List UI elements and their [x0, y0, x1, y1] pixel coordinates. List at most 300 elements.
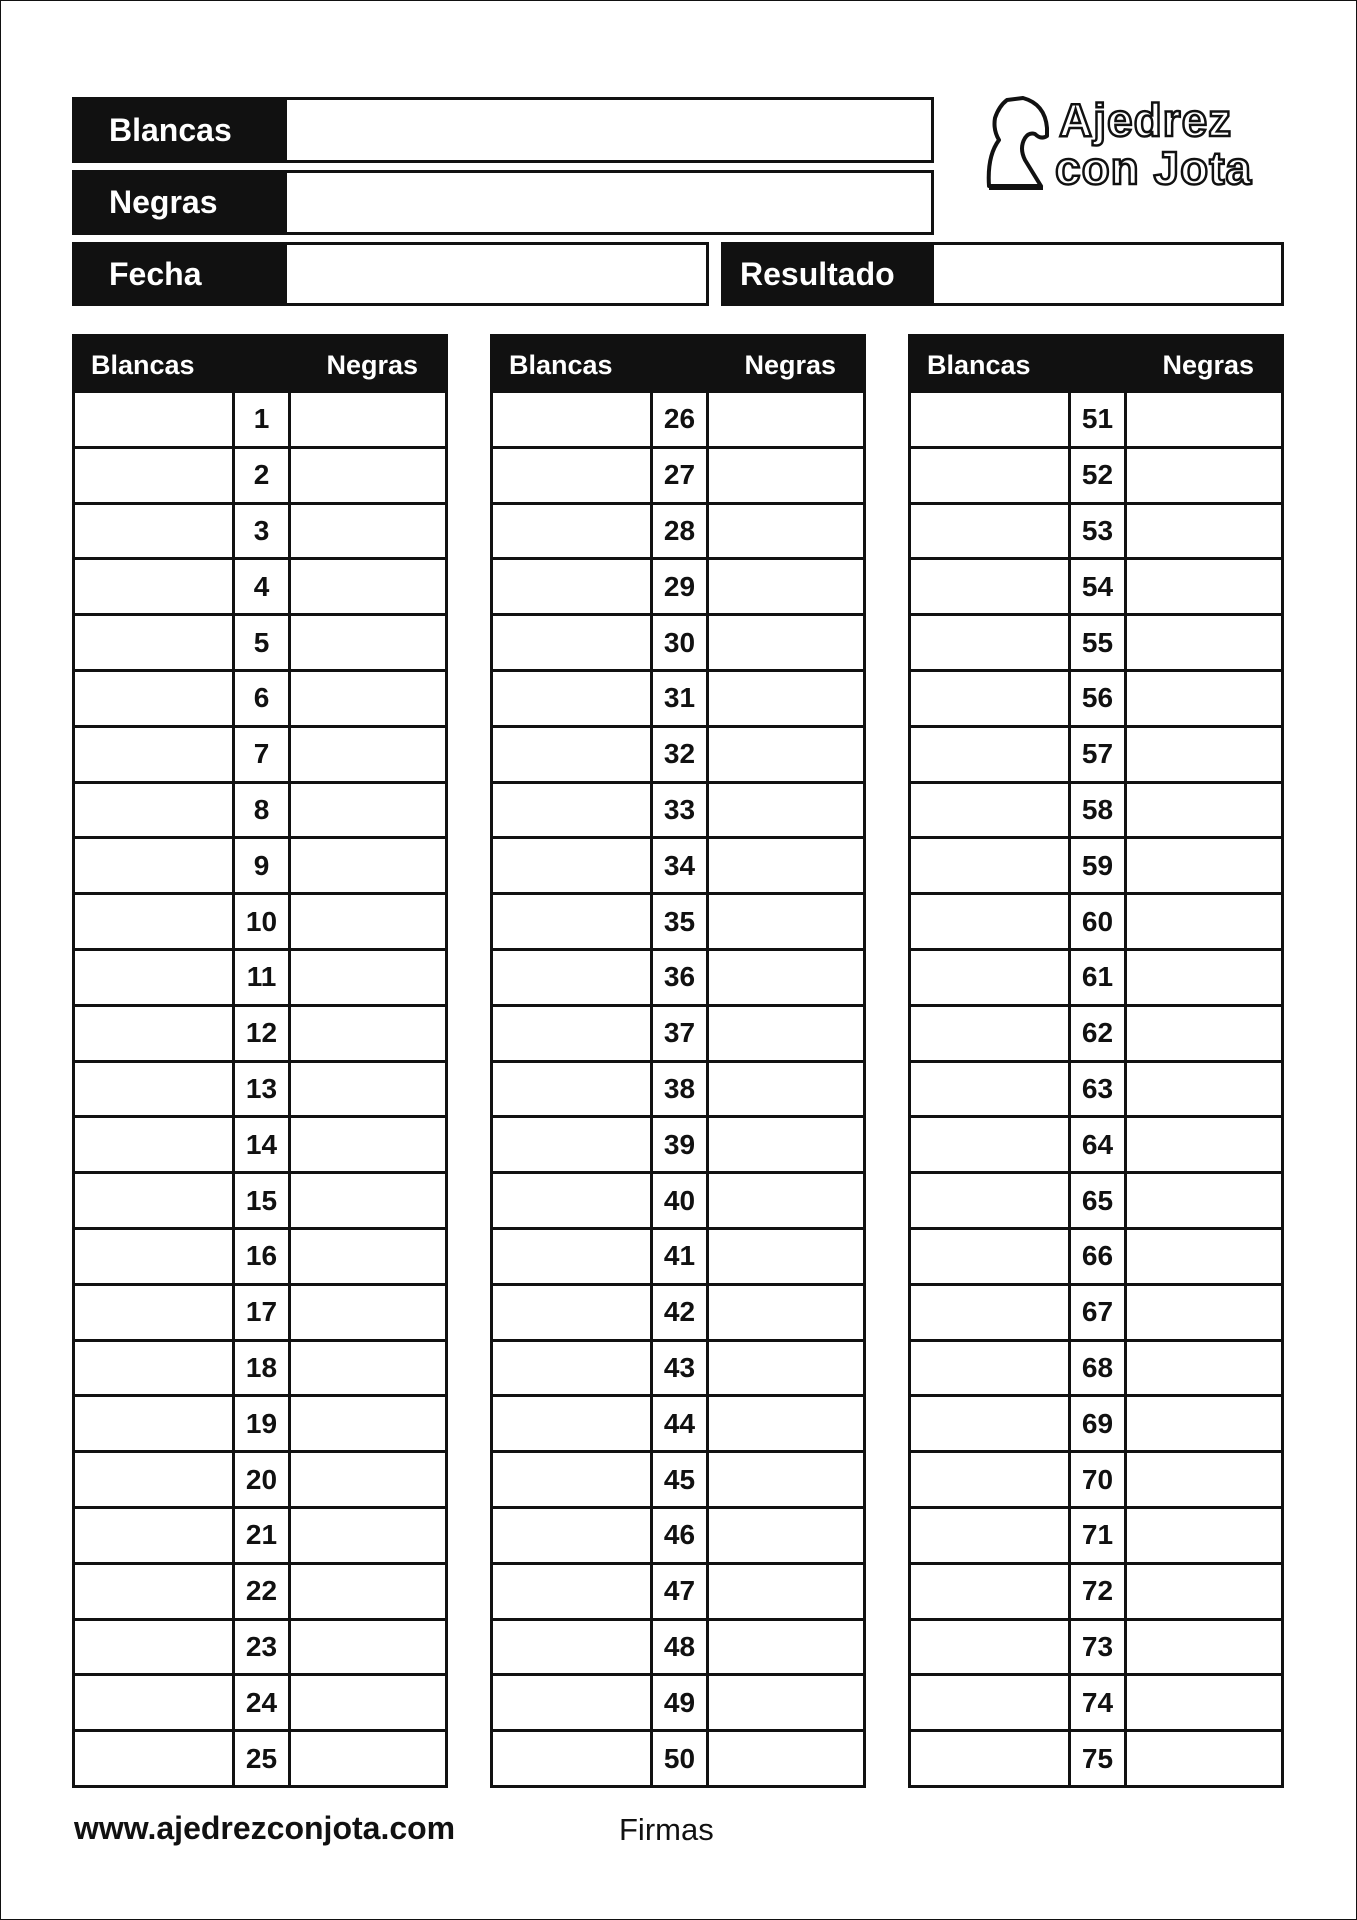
- move-number: 73: [1071, 1621, 1127, 1674]
- white-player-input[interactable]: [287, 100, 931, 160]
- black-move-cell[interactable]: [1127, 672, 1281, 725]
- black-move-cell[interactable]: [1127, 1118, 1281, 1171]
- white-move-cell[interactable]: [493, 505, 653, 558]
- move-row: [493, 1676, 863, 1732]
- move-number: 75: [1071, 1732, 1127, 1785]
- moves-table-header: [493, 337, 863, 393]
- move-row: [493, 1342, 863, 1398]
- black-move-cell[interactable]: [291, 951, 445, 1004]
- white-move-cell[interactable]: [75, 672, 235, 725]
- white-move-cell[interactable]: [75, 1453, 235, 1506]
- white-move-cell[interactable]: [493, 560, 653, 613]
- move-number: 72: [1071, 1565, 1127, 1618]
- white-move-cell[interactable]: [493, 1676, 653, 1729]
- move-row: [75, 1342, 445, 1398]
- move-number: 61: [1071, 951, 1127, 1004]
- black-move-cell[interactable]: [709, 672, 863, 725]
- move-row: [911, 505, 1281, 561]
- move-number: 8: [235, 784, 291, 837]
- move-row: [493, 784, 863, 840]
- black-move-cell[interactable]: [1127, 1007, 1281, 1060]
- move-row: [75, 728, 445, 784]
- black-move-cell[interactable]: [1127, 1397, 1281, 1450]
- white-move-cell[interactable]: [75, 560, 235, 613]
- move-number: 45: [653, 1453, 709, 1506]
- white-player-label: Blancas: [75, 100, 287, 160]
- move-row: [75, 393, 445, 449]
- black-move-cell[interactable]: [291, 1063, 445, 1116]
- move-row: [911, 784, 1281, 840]
- move-row: [911, 1453, 1281, 1509]
- black-move-cell[interactable]: [1127, 1342, 1281, 1395]
- move-row: [75, 616, 445, 672]
- white-move-cell[interactable]: [493, 951, 653, 1004]
- date-field: [72, 242, 709, 306]
- move-number: 41: [653, 1230, 709, 1283]
- white-move-cell[interactable]: [911, 784, 1071, 837]
- white-move-cell[interactable]: [493, 672, 653, 725]
- white-move-cell[interactable]: [493, 1286, 653, 1339]
- black-move-cell[interactable]: [709, 1509, 863, 1562]
- move-number: 23: [235, 1621, 291, 1674]
- white-move-cell[interactable]: [493, 1732, 653, 1785]
- move-number: 7: [235, 728, 291, 781]
- move-row: [493, 616, 863, 672]
- move-row: [75, 1732, 445, 1788]
- move-row: [493, 1732, 863, 1788]
- result-label: Resultado: [724, 245, 934, 303]
- white-move-cell[interactable]: [911, 1509, 1071, 1562]
- white-move-cell[interactable]: [75, 1342, 235, 1395]
- move-number: 74: [1071, 1676, 1127, 1729]
- moves-table-1: [72, 334, 448, 1788]
- move-number: 33: [653, 784, 709, 837]
- move-row: [493, 1621, 863, 1677]
- white-move-cell[interactable]: [75, 1063, 235, 1116]
- white-move-cell[interactable]: [911, 1565, 1071, 1618]
- black-move-cell[interactable]: [709, 784, 863, 837]
- black-move-cell[interactable]: [291, 1565, 445, 1618]
- white-move-cell[interactable]: [911, 505, 1071, 558]
- move-row: [493, 895, 863, 951]
- black-move-cell[interactable]: [291, 728, 445, 781]
- black-move-cell[interactable]: [709, 505, 863, 558]
- move-number: 19: [235, 1397, 291, 1450]
- logo-line-2: con Jota: [1055, 142, 1253, 194]
- move-row: [911, 616, 1281, 672]
- white-move-cell[interactable]: [493, 1174, 653, 1227]
- move-row: [75, 1174, 445, 1230]
- signatures-label: Firmas: [619, 1812, 714, 1847]
- black-player-input[interactable]: [287, 173, 931, 232]
- black-move-cell[interactable]: [291, 1007, 445, 1060]
- white-move-cell[interactable]: [493, 1342, 653, 1395]
- move-number: 57: [1071, 728, 1127, 781]
- black-player-label: Negras: [75, 173, 287, 232]
- white-move-cell[interactable]: [493, 839, 653, 892]
- white-move-cell[interactable]: [911, 1007, 1071, 1060]
- move-number: 48: [653, 1621, 709, 1674]
- black-move-cell[interactable]: [709, 449, 863, 502]
- white-move-cell[interactable]: [75, 784, 235, 837]
- black-move-cell[interactable]: [1127, 1732, 1281, 1785]
- white-move-cell[interactable]: [75, 1565, 235, 1618]
- black-move-cell[interactable]: [291, 1230, 445, 1283]
- result-input[interactable]: [934, 245, 1281, 303]
- moves-table-3: [908, 334, 1284, 1788]
- white-move-cell[interactable]: [75, 728, 235, 781]
- black-move-cell[interactable]: [1127, 839, 1281, 892]
- move-number: 67: [1071, 1286, 1127, 1339]
- move-number: 39: [653, 1118, 709, 1171]
- white-move-cell[interactable]: [493, 1621, 653, 1674]
- moves-table-header: [911, 337, 1281, 393]
- white-move-cell[interactable]: [493, 1565, 653, 1618]
- move-row: [911, 728, 1281, 784]
- black-move-cell[interactable]: [291, 505, 445, 558]
- move-number: 42: [653, 1286, 709, 1339]
- white-move-cell[interactable]: [75, 895, 235, 948]
- white-move-cell[interactable]: [911, 1174, 1071, 1227]
- white-move-cell[interactable]: [911, 616, 1071, 669]
- logo-text: [1055, 96, 1252, 192]
- move-number: 30: [653, 616, 709, 669]
- move-number: 25: [235, 1732, 291, 1785]
- move-number: 49: [653, 1676, 709, 1729]
- white-move-cell[interactable]: [911, 728, 1071, 781]
- move-number: 17: [235, 1286, 291, 1339]
- black-move-cell[interactable]: [291, 1732, 445, 1785]
- white-move-cell[interactable]: [75, 1732, 235, 1785]
- move-row: [75, 1676, 445, 1732]
- move-row: [75, 1063, 445, 1119]
- white-move-cell[interactable]: [493, 393, 653, 446]
- white-move-cell[interactable]: [911, 560, 1071, 613]
- black-move-cell[interactable]: [709, 1732, 863, 1785]
- move-row: [911, 839, 1281, 895]
- move-number: 27: [653, 449, 709, 502]
- move-number: 35: [653, 895, 709, 948]
- move-number: 28: [653, 505, 709, 558]
- move-row: [911, 1509, 1281, 1565]
- white-move-cell[interactable]: [911, 1063, 1071, 1116]
- move-row: [493, 672, 863, 728]
- move-number: 13: [235, 1063, 291, 1116]
- move-row: [911, 672, 1281, 728]
- move-row: [911, 1230, 1281, 1286]
- black-move-cell[interactable]: [1127, 449, 1281, 502]
- black-move-cell[interactable]: [709, 1565, 863, 1618]
- move-number: 20: [235, 1453, 291, 1506]
- black-move-cell[interactable]: [1127, 784, 1281, 837]
- black-player-field: [72, 170, 934, 235]
- black-move-cell[interactable]: [709, 1286, 863, 1339]
- black-move-cell[interactable]: [291, 1286, 445, 1339]
- white-move-cell[interactable]: [493, 616, 653, 669]
- move-number: 65: [1071, 1174, 1127, 1227]
- move-row: [493, 505, 863, 561]
- move-number: 64: [1071, 1118, 1127, 1171]
- move-number: 52: [1071, 449, 1127, 502]
- black-move-cell[interactable]: [709, 1007, 863, 1060]
- move-number: 16: [235, 1230, 291, 1283]
- white-move-cell[interactable]: [75, 449, 235, 502]
- white-move-cell[interactable]: [75, 393, 235, 446]
- move-row: [911, 1342, 1281, 1398]
- move-number: 51: [1071, 393, 1127, 446]
- white-move-cell[interactable]: [911, 1118, 1071, 1171]
- black-move-cell[interactable]: [1127, 1174, 1281, 1227]
- move-number: 56: [1071, 672, 1127, 725]
- black-move-cell[interactable]: [1127, 1230, 1281, 1283]
- black-move-cell[interactable]: [709, 1063, 863, 1116]
- white-move-cell[interactable]: [493, 1063, 653, 1116]
- black-move-cell[interactable]: [291, 1397, 445, 1450]
- black-move-cell[interactable]: [709, 560, 863, 613]
- black-move-cell[interactable]: [291, 784, 445, 837]
- move-row: [75, 839, 445, 895]
- black-move-cell[interactable]: [291, 616, 445, 669]
- white-move-cell[interactable]: [493, 449, 653, 502]
- black-move-cell[interactable]: [291, 1118, 445, 1171]
- move-row: [911, 1676, 1281, 1732]
- black-move-cell[interactable]: [1127, 1676, 1281, 1729]
- black-move-cell[interactable]: [291, 1676, 445, 1729]
- move-row: [911, 1565, 1281, 1621]
- white-move-cell[interactable]: [493, 1509, 653, 1562]
- move-number: 55: [1071, 616, 1127, 669]
- move-number: 22: [235, 1565, 291, 1618]
- white-move-cell[interactable]: [911, 839, 1071, 892]
- white-move-cell[interactable]: [911, 951, 1071, 1004]
- black-move-cell[interactable]: [1127, 1565, 1281, 1618]
- move-row: [911, 951, 1281, 1007]
- black-column-header: Negras: [326, 349, 418, 380]
- black-move-cell[interactable]: [709, 616, 863, 669]
- move-row: [75, 672, 445, 728]
- black-move-cell[interactable]: [709, 1397, 863, 1450]
- white-player-field: [72, 97, 934, 163]
- black-move-cell[interactable]: [291, 1509, 445, 1562]
- move-row: [75, 1453, 445, 1509]
- white-move-cell[interactable]: [493, 1118, 653, 1171]
- black-move-cell[interactable]: [709, 1118, 863, 1171]
- black-move-cell[interactable]: [291, 1453, 445, 1506]
- black-move-cell[interactable]: [1127, 728, 1281, 781]
- move-row: [493, 1509, 863, 1565]
- move-number: 26: [653, 393, 709, 446]
- white-move-cell[interactable]: [493, 1397, 653, 1450]
- move-row: [911, 1118, 1281, 1174]
- white-move-cell[interactable]: [75, 1118, 235, 1171]
- move-row: [75, 505, 445, 561]
- black-move-cell[interactable]: [1127, 1453, 1281, 1506]
- move-number: 46: [653, 1509, 709, 1562]
- black-move-cell[interactable]: [1127, 895, 1281, 948]
- move-row: [493, 1230, 863, 1286]
- move-number: 63: [1071, 1063, 1127, 1116]
- move-row: [911, 895, 1281, 951]
- white-move-cell[interactable]: [75, 1230, 235, 1283]
- move-number: 43: [653, 1342, 709, 1395]
- black-move-cell[interactable]: [1127, 505, 1281, 558]
- white-move-cell[interactable]: [911, 1286, 1071, 1339]
- white-move-cell[interactable]: [75, 1286, 235, 1339]
- black-move-cell[interactable]: [291, 1174, 445, 1227]
- white-move-cell[interactable]: [75, 1621, 235, 1674]
- move-number: 6: [235, 672, 291, 725]
- white-move-cell[interactable]: [911, 1230, 1071, 1283]
- move-row: [911, 1621, 1281, 1677]
- black-move-cell[interactable]: [291, 1621, 445, 1674]
- move-number: 1: [235, 393, 291, 446]
- date-input[interactable]: [287, 245, 706, 303]
- move-number: 69: [1071, 1397, 1127, 1450]
- move-row: [493, 1063, 863, 1119]
- white-move-cell[interactable]: [493, 1230, 653, 1283]
- white-move-cell[interactable]: [911, 895, 1071, 948]
- black-move-cell[interactable]: [291, 672, 445, 725]
- logo-line-1: Ajedrez: [1059, 94, 1233, 146]
- white-move-cell[interactable]: [911, 393, 1071, 446]
- white-move-cell[interactable]: [75, 839, 235, 892]
- white-move-cell[interactable]: [493, 784, 653, 837]
- date-label: Fecha: [75, 245, 287, 303]
- move-row: [493, 1397, 863, 1453]
- move-row: [493, 560, 863, 616]
- move-number: 59: [1071, 839, 1127, 892]
- white-move-cell[interactable]: [911, 1453, 1071, 1506]
- move-row: [75, 449, 445, 505]
- moves-table-2: [490, 334, 866, 1788]
- move-number: 15: [235, 1174, 291, 1227]
- move-number: 40: [653, 1174, 709, 1227]
- black-move-cell[interactable]: [1127, 951, 1281, 1004]
- move-number: 34: [653, 839, 709, 892]
- move-number: 37: [653, 1007, 709, 1060]
- white-move-cell[interactable]: [911, 1342, 1071, 1395]
- black-move-cell[interactable]: [291, 839, 445, 892]
- white-column-header: Blancas: [509, 349, 613, 380]
- white-move-cell[interactable]: [493, 1007, 653, 1060]
- black-column-header: Negras: [744, 349, 836, 380]
- knight-icon: [985, 96, 1051, 192]
- white-move-cell[interactable]: [493, 728, 653, 781]
- move-row: [75, 1509, 445, 1565]
- white-move-cell[interactable]: [911, 1397, 1071, 1450]
- move-number: 32: [653, 728, 709, 781]
- move-row: [493, 1174, 863, 1230]
- white-move-cell[interactable]: [911, 1676, 1071, 1729]
- white-move-cell[interactable]: [911, 672, 1071, 725]
- black-move-cell[interactable]: [1127, 1063, 1281, 1116]
- white-move-cell[interactable]: [75, 505, 235, 558]
- move-row: [911, 1007, 1281, 1063]
- white-move-cell[interactable]: [75, 1676, 235, 1729]
- move-number: 12: [235, 1007, 291, 1060]
- move-number: 29: [653, 560, 709, 613]
- black-move-cell[interactable]: [291, 560, 445, 613]
- white-move-cell[interactable]: [75, 1509, 235, 1562]
- white-move-cell[interactable]: [75, 1007, 235, 1060]
- white-move-cell[interactable]: [911, 1621, 1071, 1674]
- move-row: [75, 1565, 445, 1621]
- black-move-cell[interactable]: [291, 895, 445, 948]
- black-move-cell[interactable]: [1127, 616, 1281, 669]
- white-move-cell[interactable]: [75, 1174, 235, 1227]
- move-number: 36: [653, 951, 709, 1004]
- white-column-header: Blancas: [91, 349, 195, 380]
- move-row: [493, 1453, 863, 1509]
- move-number: 58: [1071, 784, 1127, 837]
- white-move-cell[interactable]: [493, 895, 653, 948]
- move-row: [75, 951, 445, 1007]
- black-move-cell[interactable]: [1127, 560, 1281, 613]
- move-number: 2: [235, 449, 291, 502]
- black-move-cell[interactable]: [291, 1342, 445, 1395]
- move-row: [75, 895, 445, 951]
- white-move-cell[interactable]: [911, 1732, 1071, 1785]
- move-row: [493, 1565, 863, 1621]
- black-move-cell[interactable]: [709, 1453, 863, 1506]
- black-move-cell[interactable]: [709, 1676, 863, 1729]
- move-row: [493, 393, 863, 449]
- logo: [985, 96, 1285, 192]
- black-column-header: Negras: [1162, 349, 1254, 380]
- move-number: 21: [235, 1509, 291, 1562]
- black-move-cell[interactable]: [1127, 1286, 1281, 1339]
- black-move-cell[interactable]: [709, 1174, 863, 1227]
- black-move-cell[interactable]: [709, 728, 863, 781]
- move-row: [911, 1732, 1281, 1788]
- website-url: www.ajedrezconjota.com: [74, 1810, 456, 1846]
- move-number: 47: [653, 1565, 709, 1618]
- white-move-cell[interactable]: [911, 449, 1071, 502]
- black-move-cell[interactable]: [709, 839, 863, 892]
- black-move-cell[interactable]: [709, 1230, 863, 1283]
- black-move-cell[interactable]: [709, 951, 863, 1004]
- move-number: 10: [235, 895, 291, 948]
- move-number: 3: [235, 505, 291, 558]
- move-row: [493, 951, 863, 1007]
- move-row: [911, 1174, 1281, 1230]
- black-move-cell[interactable]: [709, 1621, 863, 1674]
- black-move-cell[interactable]: [709, 895, 863, 948]
- move-row: [493, 839, 863, 895]
- move-row: [493, 728, 863, 784]
- white-move-cell[interactable]: [493, 1453, 653, 1506]
- black-move-cell[interactable]: [1127, 393, 1281, 446]
- black-move-cell[interactable]: [709, 393, 863, 446]
- black-move-cell[interactable]: [1127, 1621, 1281, 1674]
- move-number: 31: [653, 672, 709, 725]
- black-move-cell[interactable]: [1127, 1509, 1281, 1562]
- move-row: [75, 1621, 445, 1677]
- move-number: 38: [653, 1063, 709, 1116]
- move-row: [75, 560, 445, 616]
- move-row: [75, 1230, 445, 1286]
- white-move-cell[interactable]: [75, 951, 235, 1004]
- moves-table-header: [75, 337, 445, 393]
- black-move-cell[interactable]: [291, 449, 445, 502]
- move-row: [75, 1118, 445, 1174]
- black-move-cell[interactable]: [291, 393, 445, 446]
- result-field: [721, 242, 1284, 306]
- white-move-cell[interactable]: [75, 1397, 235, 1450]
- white-column-header: Blancas: [927, 349, 1031, 380]
- white-move-cell[interactable]: [75, 616, 235, 669]
- black-move-cell[interactable]: [709, 1342, 863, 1395]
